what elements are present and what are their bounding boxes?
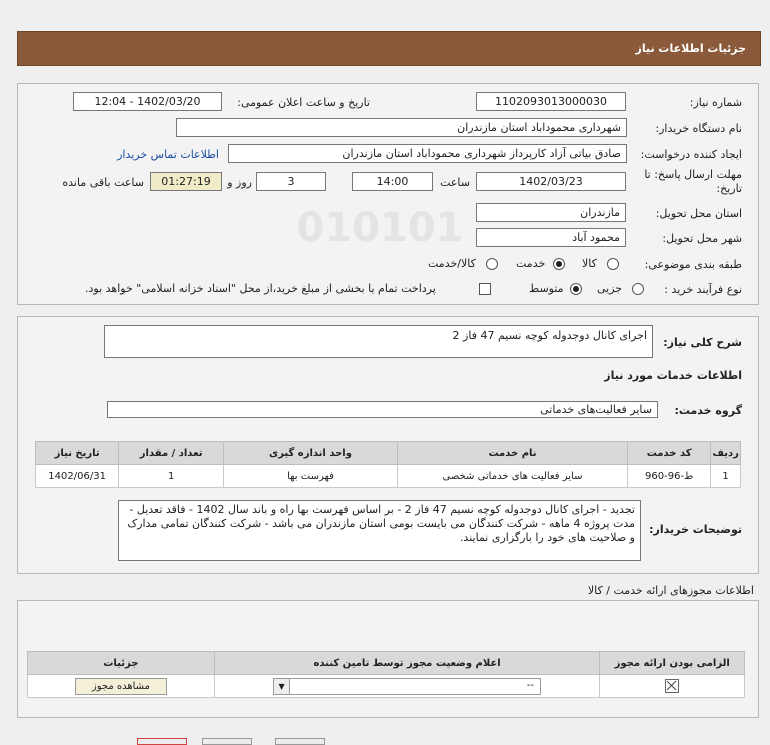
requester-field: صادق بیاتی آزاد کارپرداز شهرداری محموداباد استان مازندران [228,144,627,163]
process-option-minor: جزیی [597,282,623,295]
summary-field: اجرای کانال دوجدوله کوچه نسیم 47 فاز 2 [104,325,653,358]
cell-service-name: سایر فعالیت های خدماتی شخصی [397,465,627,488]
summary-label: شرح کلی نیاز: [663,336,742,349]
page-title-bar [17,31,761,66]
category-option-service: خدمت [516,257,546,270]
cell-permit-required [600,675,745,698]
watermark-logo: 010101 [296,205,464,251]
province-field: مازندران [476,203,626,222]
deadline-label-date: تاریخ: [716,182,742,195]
col-permit-details: جزئیات [28,652,215,675]
process-radio-minor[interactable] [632,283,644,295]
category-radio-goods[interactable] [607,258,619,270]
buyer-org-field: شهرداری محموداباد استان مازندران [176,118,627,137]
col-permit-status: اعلام وضعیت مجوز توسط تامین کننده [214,652,600,675]
days-label: روز و [227,176,252,189]
permits-table-header [28,652,745,675]
need-info-panel [17,83,759,305]
buyer-notes-field: تجدید - اجرای کانال دوجدوله کوچه نسیم 47 فاز 2 - بر اساس فهرست بها راه و باند سال 1402 - فاقد تعدیل - مدت پروژه 4 ماهه - شرکت کنندگان می بایست بومی استان مازندران می باشد - شرکت کنندگان تمامی مدارک و صلاحیت های خود را بارگزاری نمایند. [118,500,641,561]
cell-permit-status [214,675,600,698]
cell-unit: فهرست بها [224,465,398,488]
services-section-title: اطلاعات خدمات مورد نیاز [604,369,742,382]
category-option-goods: کالا [582,257,597,270]
permits-table [27,651,745,698]
cell-row: 1 [711,465,741,488]
col-quantity: تعداد / مقدار [119,442,224,465]
col-need-date: تاریخ نیاز [36,442,119,465]
city-label: شهر محل تحویل: [662,232,742,245]
bottom-button-2[interactable] [202,738,252,745]
buyer-notes-label: توضیحات خریدار: [649,523,742,536]
deadline-date-field: 1402/03/23 [476,172,626,191]
col-row: ردیف [711,442,741,465]
remaining-label: ساعت باقی مانده [62,176,144,189]
view-permit-button[interactable]: مشاهده مجوز [75,678,167,695]
process-radio-medium[interactable] [570,283,582,295]
treasury-note: پرداخت تمام یا بخشی از مبلغ خرید،از محل "اسناد خزانه اسلامی" خواهد بود. [85,282,436,295]
need-number-label: شماره نیاز: [689,96,742,109]
permit-status-select[interactable] [273,678,541,695]
col-service-name: نام خدمت [397,442,627,465]
time-label: ساعت [440,176,470,189]
process-option-medium: متوسط [529,282,564,295]
chevron-down-icon[interactable]: ▼ [274,679,290,694]
need-number-field: 1102093013000030 [476,92,626,111]
service-group-field: سایر فعالیت‌های خدماتی [107,401,658,418]
col-unit: واحد اندازه گیری [224,442,398,465]
announce-datetime-field: 1402/03/20 - 12:04 [73,92,222,111]
days-field: 3 [256,172,326,191]
col-permit-required: الزامی بودن ارائه مجوز [600,652,745,675]
service-group-label: گروه خدمت: [674,404,742,417]
buyer-org-label: نام دستگاه خریدار: [655,122,742,135]
bottom-button-3[interactable] [275,738,325,745]
table-row [36,465,741,488]
required-checkbox-icon [665,679,679,693]
permit-status-value: -- [526,679,535,691]
contact-buyer-link[interactable]: اطلاعات تماس خریدار [117,148,219,161]
city-field: محمود آباد [476,228,626,247]
province-label: استان محل تحویل: [655,207,742,220]
category-option-goods-service: کالا/خدمت [428,257,476,270]
cell-permit-details [28,675,215,698]
cell-quantity: 1 [119,465,224,488]
services-table [35,441,741,488]
cell-need-date: 1402/06/31 [36,465,119,488]
bottom-button-1[interactable] [137,738,187,745]
requester-label: ایجاد کننده درخواست: [640,148,742,161]
deadline-label: مهلت ارسال پاسخ: تا [644,168,742,181]
process-label: نوع فرآیند خرید : [664,283,742,296]
category-label: طبقه بندی موضوعی: [644,258,742,271]
page-title: جزئیات اطلاعات نیاز [635,42,746,55]
table-row [28,675,745,698]
category-radio-service[interactable] [553,258,565,270]
announce-label: تاریخ و ساعت اعلان عمومی: [237,96,370,109]
deadline-time-field: 14:00 [352,172,433,191]
permits-section-title: اطلاعات مجوزهای ارائه خدمت / کالا [587,584,754,597]
col-service-code: کد خدمت [628,442,711,465]
category-radio-goods-service[interactable] [486,258,498,270]
cell-service-code: ط-96-960 [628,465,711,488]
remaining-time-field: 01:27:19 [150,172,222,191]
treasury-checkbox[interactable] [479,283,491,295]
services-table-header [36,442,741,465]
